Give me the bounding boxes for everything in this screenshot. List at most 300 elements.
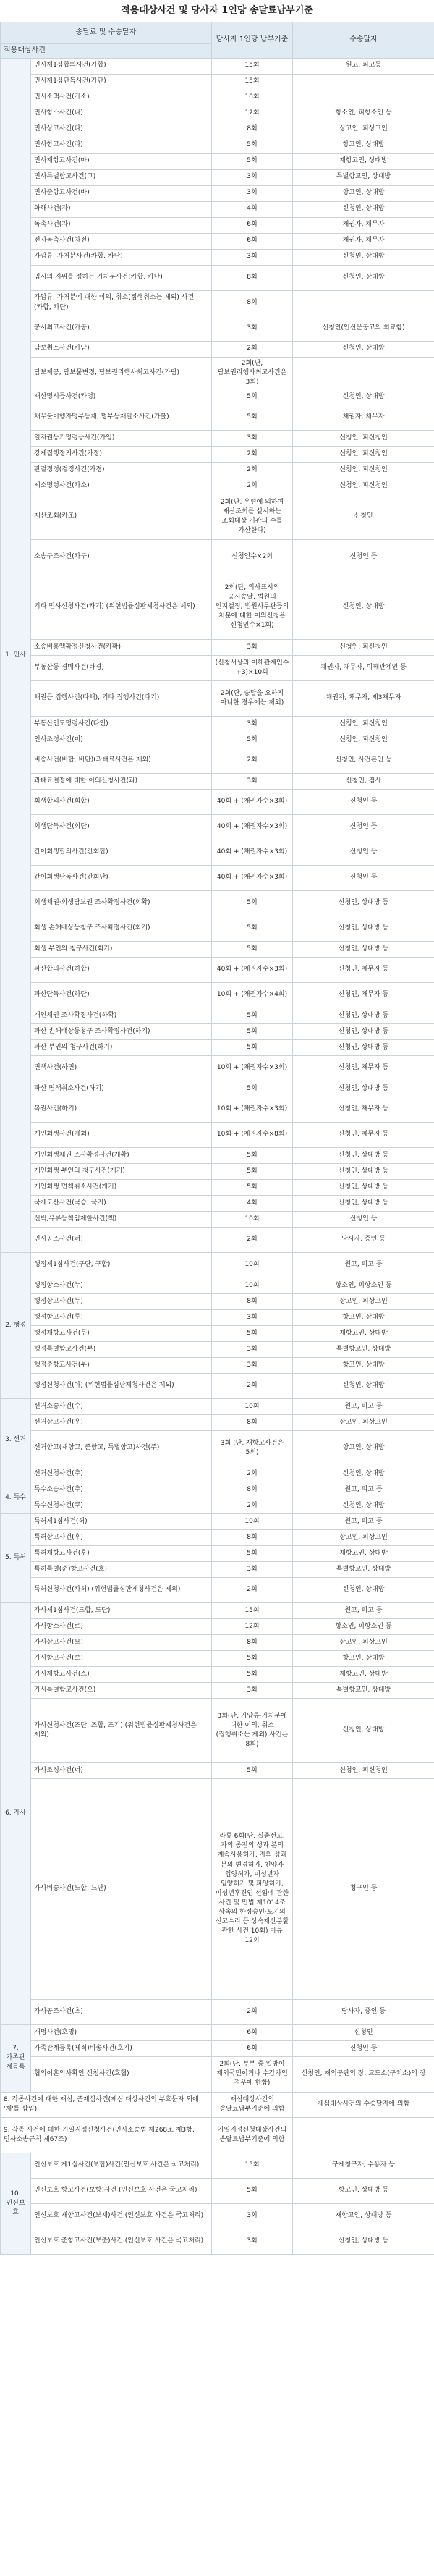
case-type-cell: 간이회생합의사건(간회합)	[31, 840, 212, 865]
fee-cell: 5회	[212, 138, 293, 153]
fee-cell: 5회	[212, 1039, 293, 1055]
header-case-type-sub: 적용대상사건	[1, 44, 212, 59]
table-row	[1, 357, 434, 389]
table-row	[1, 122, 434, 138]
case-type-cell: 가사신청사건(즈단, 즈합, 즈기) (위헌법률심판제청사건은 제외)	[31, 1698, 212, 1762]
fee-table	[0, 22, 434, 2255]
fee-cell: 5회	[212, 1147, 293, 1163]
payer-cell: 신청인, 상대방	[293, 389, 434, 405]
fee-cell: 8회	[212, 1293, 293, 1309]
case-type-cell: 복권사건(하기)	[31, 1097, 212, 1122]
payer-cell: 원고, 피고등	[293, 58, 434, 74]
section-label: 4. 특수	[1, 1482, 31, 1513]
table-row	[1, 1055, 434, 1081]
fee-cell: 5회	[212, 389, 293, 405]
case-type-cell: 강제집행정지사건(카정)	[31, 446, 212, 462]
case-type-cell: 임시의 지위를 정하는 가처분사건(카합, 카단)	[31, 265, 212, 290]
fee-cell: 3회	[212, 639, 293, 655]
fee-cell: 4회	[212, 201, 293, 217]
payer-cell: 신청인, 상대방 등	[293, 890, 434, 916]
table-row	[1, 639, 434, 655]
table-row	[1, 1398, 434, 1414]
fee-cell: 5회	[212, 1081, 293, 1097]
fee-cell: 6회	[212, 2040, 293, 2056]
payer-cell: 항고인, 상대방	[293, 1650, 434, 1666]
fee-cell: 5회	[212, 732, 293, 748]
payer-cell: 항소인, 피항소인 등	[293, 1618, 434, 1634]
fee-cell: 3회	[212, 1561, 293, 1577]
table-row	[1, 1414, 434, 1430]
table-row	[1, 138, 434, 153]
payer-cell: 신청인, 상대방	[293, 1373, 434, 1398]
payer-cell: 신청인, 상대방 등	[293, 2229, 434, 2254]
case-type-cell: 행정특별항고사건(부)	[31, 1341, 212, 1357]
case-type-cell: 가사제1심사건(드합, 드단)	[31, 1602, 212, 1618]
case-type-cell: 회생합의사건(회합)	[31, 789, 212, 814]
case-type-cell: 판결경정(결정사건(카경)	[31, 462, 212, 478]
fee-cell: 2회(단, 의사표시의 공시송달, 법원의 인지결정, 법원사무관등의 처분에 대한 이의신청은 신청인수×1회)	[212, 575, 293, 639]
fee-cell: 40회 + (채권자수×3회)	[212, 814, 293, 840]
payer-cell: 신청인, 피신청인	[293, 478, 434, 494]
fee-cell: 5회	[212, 1023, 293, 1039]
case-type-cell: 가족관계등록(제적)비송사건(호기)	[31, 2040, 212, 2056]
fee-cell: 3회	[212, 185, 293, 201]
payer-cell: 신청인 등	[293, 539, 434, 575]
payer-cell: 신청인, 상대방	[293, 1466, 434, 1482]
case-type-cell: 파산합의사건(하합)	[31, 957, 212, 982]
payer-cell: 신청인 등	[293, 2040, 434, 2056]
payer-cell: 신청인, 사건본인 등	[293, 748, 434, 773]
payer-cell: 신청인(인신문공고의 회료함)	[293, 316, 434, 341]
header-case-type: 송달료 및 수송달자	[1, 22, 212, 44]
fee-cell: 3회	[212, 1357, 293, 1373]
fee-cell: 2회	[212, 1577, 293, 1602]
payer-cell: 신청인, 상대방 등	[293, 1023, 434, 1039]
fee-cell: 2회	[212, 1498, 293, 1513]
payer-cell: 구제청구자, 수용자 등	[293, 2153, 434, 2178]
table-row	[1, 1666, 434, 1682]
table-row	[1, 58, 434, 74]
case-type-cell: 행정재항고사건(무)	[31, 1325, 212, 1341]
case-type-cell: 가사항고사건(브)	[31, 1650, 212, 1666]
table-row	[1, 1211, 434, 1227]
table-row	[1, 2203, 434, 2229]
payer-cell: 재항고인, 상대방	[293, 1666, 434, 1682]
fee-cell: 5회	[212, 153, 293, 169]
case-type-cell: 전자독촉사건(차전)	[31, 233, 212, 249]
table-row	[1, 1634, 434, 1650]
fee-cell: 4회	[212, 1195, 293, 1211]
case-type-cell: 민사소액사건(가소)	[31, 90, 212, 106]
payer-cell: 신청인, 채무자 등	[293, 982, 434, 1008]
case-type-cell: 개인채권 조사확정사건(하확)	[31, 1008, 212, 1023]
fee-cell: 8회	[212, 1529, 293, 1545]
table-row	[1, 1577, 434, 1602]
case-type-cell: 독촉사건(차)	[31, 217, 212, 233]
fee-cell: 2회	[212, 1227, 293, 1252]
payer-cell: 채권자, 채무자, 이해관계인 등	[293, 655, 434, 680]
fee-cell: 10회	[212, 1398, 293, 1414]
table-row	[1, 748, 434, 773]
payer-cell: 신청인, 상대방 등	[293, 1081, 434, 1097]
fee-cell: 5회	[212, 1008, 293, 1023]
section-label: 10. 인신보호	[1, 2153, 31, 2254]
fee-cell: 8회	[212, 122, 293, 138]
payer-cell: 신청인, 상대방	[293, 1698, 434, 1762]
payer-cell: 원고, 피고 등	[293, 1602, 434, 1618]
fee-cell: 2회	[212, 1999, 293, 2024]
header-payer: 수송달자	[293, 22, 434, 59]
table-row	[1, 1293, 434, 1309]
payer-cell: 신청인, 피신청인	[293, 430, 434, 446]
fee-table-body	[1, 58, 434, 2254]
payer-cell: 항고인, 상대방	[293, 1357, 434, 1373]
fee-cell: 2회	[212, 341, 293, 357]
fee-cell: 5회	[212, 1666, 293, 1682]
fee-cell: 10회 + (채권자수×3회)	[212, 1055, 293, 1081]
fee-cell: 6회	[212, 217, 293, 233]
case-type-cell: 선거상고사건(우)	[31, 1414, 212, 1430]
case-type-cell: 선거소송사건(수)	[31, 1398, 212, 1414]
payer-cell: 신청인, 상대방 등	[293, 1008, 434, 1023]
table-row	[1, 1097, 434, 1122]
fee-cell: 3회	[212, 2229, 293, 2254]
payer-cell: 신청인, 피신청인	[293, 446, 434, 462]
table-row	[1, 2153, 434, 2178]
fee-cell: 2회	[212, 748, 293, 773]
fee-cell: 3회	[212, 1341, 293, 1357]
payer-cell: 당사자, 증인 등	[293, 1227, 434, 1252]
fee-cell: 5회	[212, 1650, 293, 1666]
table-row	[1, 732, 434, 748]
fee-cell: 10회 + (채권자수×3회)	[212, 1097, 293, 1122]
payer-cell: 신청인 등	[293, 789, 434, 814]
fee-cell: 5회	[212, 405, 293, 430]
fee-cell: 재심대상사건의 송달료납부기준에 의함	[212, 2092, 293, 2117]
case-type-cell: 가사비송사건(느합, 느단)	[31, 1778, 212, 1999]
payer-cell: 원고, 피고 등	[293, 1513, 434, 1529]
fee-cell: 15회	[212, 1602, 293, 1618]
payer-cell: 항고인, 상대방	[293, 138, 434, 153]
table-row	[1, 1698, 434, 1762]
case-type-cell: 민사준항고사건(바)	[31, 185, 212, 201]
payer-cell: 항고인, 상대방	[293, 1430, 434, 1466]
fee-cell: 기일지정신청대상사건의 송달료납부기준에 의함	[212, 2117, 293, 2153]
table-row	[1, 1682, 434, 1698]
table-row	[1, 1498, 434, 1513]
payer-cell: 채권자, 채무자, 제3채무자	[293, 680, 434, 716]
table-row	[1, 575, 434, 639]
case-type-cell: 소송구조사건(카구)	[31, 539, 212, 575]
case-type-cell: 특허재항고사건(후)	[31, 1545, 212, 1561]
case-type-cell: 제소명령사건(카소)	[31, 478, 212, 494]
payer-cell: 신청인	[293, 494, 434, 539]
fee-cell: 10회	[212, 1211, 293, 1227]
case-type-cell: 인사조정사건(머)	[31, 732, 212, 748]
table-row	[1, 106, 434, 122]
table-row	[1, 233, 434, 249]
payer-cell	[293, 74, 434, 90]
fee-cell: 10회	[212, 1513, 293, 1529]
case-type-cell: 파산 손해배상등청구 조사확정사건(하기)	[31, 1023, 212, 1039]
payer-cell: 신청인 등	[293, 814, 434, 840]
payer-cell: 상고인, 피상고인	[293, 1414, 434, 1430]
fee-cell: 5회	[212, 1163, 293, 1179]
payer-cell: 항소인, 피항소인 등	[293, 1278, 434, 1293]
payer-cell: 특별항고인, 상대방	[293, 169, 434, 185]
page-title: 적용대상사건 및 당사자 1인당 송달료납부기준	[121, 5, 313, 16]
case-type-cell: 특허특별(준)항고사건(흐)	[31, 1561, 212, 1577]
table-row	[1, 2229, 434, 2254]
table-row	[1, 1762, 434, 1778]
payer-cell: 재항고인, 상대방 등	[293, 2203, 434, 2229]
case-type-cell: 부동산등 경매사건(타경)	[31, 655, 212, 680]
payer-cell: 신청인 등	[293, 840, 434, 865]
table-row	[1, 957, 434, 982]
fee-cell: 8회	[212, 1414, 293, 1430]
payer-cell: 신청인 등	[293, 865, 434, 890]
payer-cell: 신청인, 상대방	[293, 1577, 434, 1602]
payer-cell: 재항고인, 상대방	[293, 153, 434, 169]
case-type-cell: 일자권등기명령등사건(카임)	[31, 430, 212, 446]
fee-cell: 2회(단, 담보권리행사최고사건은 3회)	[212, 357, 293, 389]
table-row	[1, 2178, 434, 2203]
case-type-cell: 인신보호 재항고사건(보재)사건 (인신보호 사건은 국고처리)	[31, 2203, 212, 2229]
fee-cell: 5회	[212, 941, 293, 957]
table-row	[1, 1081, 434, 1097]
fee-cell: 40회 + (채권자수×3회)	[212, 865, 293, 890]
case-type-cell: 가사조정사건(너)	[31, 1762, 212, 1778]
fee-cell: (신청서상의 이해관계인수+3)×10회	[212, 655, 293, 680]
payer-cell: 청구인 등	[293, 1778, 434, 1999]
payer-cell: 신청인, 피신청인	[293, 716, 434, 732]
case-type-cell: 민사재항고사건(마)	[31, 153, 212, 169]
payer-cell: 신청인, 상대방 등	[293, 1179, 434, 1195]
section-label: 8. 각종사건에 대한 재심, 준재심사건(제심 대상사건의 부호문자 외에 '재'를 삽입)	[1, 2092, 212, 2117]
case-type-cell: 재산조회(카조)	[31, 494, 212, 539]
header-fee: 당사자 1인당 납부기준	[212, 22, 293, 59]
case-type-cell: 부동산인도명령사건(타인)	[31, 716, 212, 732]
fee-cell: 5회	[212, 1545, 293, 1561]
case-type-cell: 간이회생단독사건(간회단)	[31, 865, 212, 890]
fee-cell: 8회	[212, 1482, 293, 1498]
table-row	[1, 1195, 434, 1211]
fee-cell: 8회	[212, 290, 293, 316]
table-row	[1, 341, 434, 357]
table-row	[1, 655, 434, 680]
case-type-cell: 특수신청사건(쿠)	[31, 1498, 212, 1513]
table-row	[1, 1513, 434, 1529]
table-row	[1, 982, 434, 1008]
section-label: 2. 행정	[1, 1252, 31, 1398]
table-row	[1, 1163, 434, 1179]
payer-cell: 상고인, 피상고인	[293, 1293, 434, 1309]
payer-cell: 상고인, 피상고인	[293, 1634, 434, 1650]
payer-cell: 항고인, 상대방	[293, 185, 434, 201]
payer-cell: 재항고인, 상대방	[293, 1545, 434, 1561]
case-type-cell: 회생채권·회생담보권 조사확정사건(회확)	[31, 890, 212, 916]
table-row	[1, 153, 434, 169]
table-row	[1, 1278, 434, 1293]
case-type-cell: 선박,유류등책임제한사건(책)	[31, 1211, 212, 1227]
case-type-cell: 가사항소사건(르)	[31, 1618, 212, 1634]
fee-cell: 2회	[212, 446, 293, 462]
table-row	[1, 462, 434, 478]
fee-cell: 15회	[212, 74, 293, 90]
case-type-cell: 민사제1심합의사건(가합)	[31, 58, 212, 74]
table-row	[1, 1482, 434, 1498]
table-row	[1, 2056, 434, 2092]
fee-cell: 2회(단, 송달을 요하지 아니한 경우에는 제외)	[212, 680, 293, 716]
table-row	[1, 2117, 434, 2153]
table-row	[1, 1023, 434, 1039]
payer-cell: 신청인, 상대방	[293, 265, 434, 290]
table-row	[1, 1561, 434, 1577]
table-row	[1, 405, 434, 430]
fee-cell: 3회	[212, 249, 293, 265]
fee-cell: 8회	[212, 265, 293, 290]
payer-cell: 신청인, 피신청인	[293, 462, 434, 478]
payer-cell: 신청인, 채무자 등	[293, 1097, 434, 1122]
section-label: 6. 가사	[1, 1602, 31, 2024]
table-row	[1, 814, 434, 840]
fee-cell: 5회	[212, 1762, 293, 1778]
payer-cell: 재심대상사건의 수송달자에 의함	[293, 2092, 434, 2117]
payer-cell: 신청인, 채무자 등	[293, 957, 434, 982]
case-type-cell: 담보제공, 담보물변경, 담보권리행사최고사건(카담)	[31, 357, 212, 389]
case-type-cell: 재산명시등사건(카명)	[31, 389, 212, 405]
case-type-cell: 민사제1심단독사건(가단)	[31, 74, 212, 90]
table-row	[1, 2040, 434, 2056]
table-row	[1, 1179, 434, 1195]
table-row	[1, 1357, 434, 1373]
payer-cell: 신청인, 상대방 등	[293, 941, 434, 957]
payer-cell: 신청인, 검사	[293, 773, 434, 789]
table-row	[1, 1602, 434, 1618]
section-label: 3. 선거	[1, 1398, 31, 1482]
payer-cell: 신청인, 피신청인	[293, 732, 434, 748]
case-type-cell: 민사상고사건(다)	[31, 122, 212, 138]
fee-cell: 3회(단, 가압류·가처분에 대한 이의, 취소(집행취소는 제외) 사건은 8회)	[212, 1698, 293, 1762]
case-type-cell: 개인회생 면책취소사건(개기)	[31, 1179, 212, 1195]
fee-cell: 10회 + (채권자수×8회)	[212, 1122, 293, 1147]
fee-cell: 3회	[212, 1682, 293, 1698]
payer-cell: 특별항고인, 상대방	[293, 1682, 434, 1698]
case-type-cell: 개인회생채권 조사확정사건(개확)	[31, 1147, 212, 1163]
case-type-cell: 선거신청사건(추)	[31, 1466, 212, 1482]
payer-cell: 신청인, 채무자 등	[293, 1122, 434, 1147]
payer-cell: 신청인, 상대방	[293, 341, 434, 357]
case-type-cell: 화해사건(자)	[31, 201, 212, 217]
table-row	[1, 169, 434, 185]
case-type-cell: 인신보호 항고사건(보항)사건 (인신보호 사건은 국고처리)	[31, 2178, 212, 2203]
fee-cell: 6회	[212, 2024, 293, 2040]
case-type-cell: 협의이혼의사확인 신청사건(호협)	[31, 2056, 212, 2092]
case-type-cell: 채무불이행자명부등재, 명부등재말소사건(카불)	[31, 405, 212, 430]
payer-cell: 신청인, 피신청인	[293, 639, 434, 655]
fee-cell: 40회 + (채권자수×3회)	[212, 840, 293, 865]
table-row	[1, 446, 434, 462]
payer-cell: 신청인, 상대방 등	[293, 1195, 434, 1211]
payer-cell: 채권자, 채무자	[293, 405, 434, 430]
fee-cell: 40회 + (채권자수×3회)	[212, 789, 293, 814]
table-row	[1, 941, 434, 957]
fee-cell: 라류 6회(단, 실종선고, 자의 종전의 성과 본의 계속사용허가, 자의 성과 본의 변경허가, 친양자 입양허가, 미성년자 입양허가 및 파양허가, 미성년후견인 선임에 관한 사건 및 민법 제1014조 상속의 한정승인·포기의 신고수리 등 상속재산분할 관한 사건 10회) 마류 12회	[212, 1778, 293, 1999]
case-type-cell: 가압류, 가처분사건(카합, 카단)	[31, 249, 212, 265]
table-row	[1, 1545, 434, 1561]
fee-cell: 10회	[212, 90, 293, 106]
case-type-cell: 특허상고사건(후)	[31, 1529, 212, 1545]
fee-cell: 5회	[212, 1325, 293, 1341]
table-row	[1, 249, 434, 265]
table-row	[1, 217, 434, 233]
table-row	[1, 1341, 434, 1357]
table-row	[1, 1325, 434, 1341]
case-type-cell: 특수소송사건(추)	[31, 1482, 212, 1498]
payer-cell: 상고인, 피상고인	[293, 122, 434, 138]
payer-cell	[293, 357, 434, 389]
table-row	[1, 1430, 434, 1466]
fee-cell: 10회	[212, 1278, 293, 1293]
table-row	[1, 789, 434, 814]
case-type-cell: 담보취소사건(카담)	[31, 341, 212, 357]
table-row	[1, 90, 434, 106]
case-type-cell: 파산단독사건(하단)	[31, 982, 212, 1008]
table-row	[1, 1373, 434, 1398]
table-row	[1, 1650, 434, 1666]
payer-cell: 재항고인, 상대방	[293, 1325, 434, 1341]
payer-cell: 원고, 피고 등	[293, 1482, 434, 1498]
payer-cell: 항고인, 상대방	[293, 1309, 434, 1325]
table-row	[1, 1039, 434, 1055]
table-row	[1, 201, 434, 217]
case-type-cell: 개인회생 부인의 청구사건(개기)	[31, 1163, 212, 1179]
table-row	[1, 840, 434, 865]
case-type-cell: 민사특별항고사건(그)	[31, 169, 212, 185]
fee-cell: 3회	[212, 716, 293, 732]
fee-cell: 신청인수×2회	[212, 539, 293, 575]
fee-cell: 3회	[212, 1309, 293, 1325]
case-type-cell: 가사특별항고사건(으)	[31, 1682, 212, 1698]
fee-cell: 10회	[212, 1252, 293, 1278]
table-row	[1, 1147, 434, 1163]
fee-cell: 3회	[212, 169, 293, 185]
table-row	[1, 716, 434, 732]
table-row	[1, 1008, 434, 1023]
table-row	[1, 680, 434, 716]
table-row	[1, 494, 434, 539]
table-row	[1, 2024, 434, 2040]
case-type-cell: 민사항고사건(라)	[31, 138, 212, 153]
payer-cell: 신청인, 상대방 등	[293, 1039, 434, 1055]
payer-cell	[293, 90, 434, 106]
case-type-cell: 인신보호 준항고사건(보준)사건 (인신보호 사건은 국고처리)	[31, 2229, 212, 2254]
table-row	[1, 290, 434, 316]
payer-cell: 신청인, 상대방	[293, 575, 434, 639]
section-label: 7. 가족관계등록	[1, 2024, 31, 2092]
table-row	[1, 865, 434, 890]
fee-cell: 5회	[212, 916, 293, 941]
table-row	[1, 1122, 434, 1147]
table-row	[1, 1778, 434, 1999]
case-type-cell: 회생단독사건(회단)	[31, 814, 212, 840]
fee-cell: 2회	[212, 1466, 293, 1482]
table-row	[1, 916, 434, 941]
table-row	[1, 773, 434, 789]
fee-cell: 2회	[212, 462, 293, 478]
case-type-cell: 행정제1심사건(구단, 구합)	[31, 1252, 212, 1278]
table-row	[1, 185, 434, 201]
